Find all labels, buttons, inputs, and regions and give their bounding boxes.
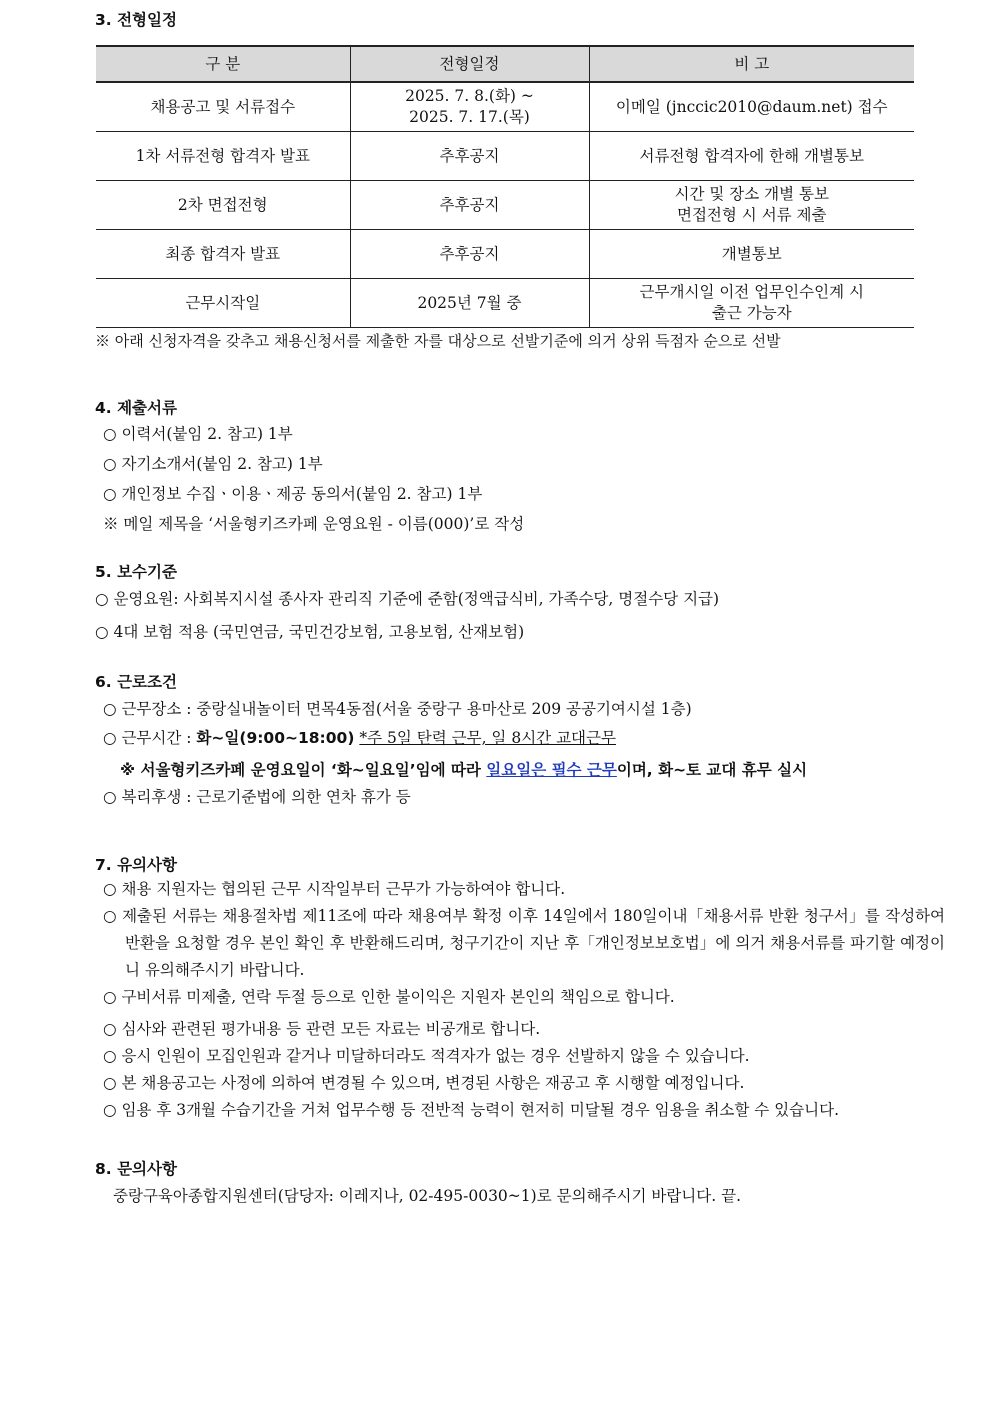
table-row: [96, 279, 914, 328]
list-item: ○ 제출된 서류는 채용절차법 제11조에 따라 채용여부 확정 이후 14일에서 180일이내「채용서류 반환 청구서」를 작성하여 반환을 요청할 경우 본인 확인 후 반환해드리며, 청구기간이 지난 후「개인정보보호법」에 의거 채용서류를 파기할 예정이니 유의해주시기 바랍니다.: [103, 907, 945, 979]
section8-title: 8. 문의사항: [95, 1160, 177, 1178]
table-cell: 이메일 (jnccic2010@daum.net) 접수: [589, 82, 914, 132]
work-hours-label: ○ 근무시간 :: [103, 729, 197, 747]
contact-info: 중랑구육아종합지원센터(담당자: 이레지나, 02-495-0030~1)로 문의해주시기 바랍니다. 끝.: [113, 1187, 742, 1205]
table-row: [96, 82, 914, 132]
table-cell: 시간 및 장소 개별 통보 면접전형 시 서류 제출: [589, 181, 914, 230]
table-row: [96, 230, 914, 279]
notice-emphasis: 일요일은 필수 근무: [486, 761, 617, 779]
table-cell: 추후공지: [350, 230, 589, 279]
list-item: ○ 응시 인원이 모집인원과 같거나 미달하더라도 적격자가 없는 경우 선발하지 않을 수 있습니다.: [103, 1047, 750, 1065]
header-remarks: 비 고: [589, 46, 914, 82]
schedule-table: [96, 45, 914, 328]
section7-title: 7. 유의사항: [95, 856, 177, 874]
list-item: ○ 채용 지원자는 협의된 근무 시작일부터 근무가 가능하여야 합니다.: [103, 880, 566, 898]
table-cell: 2차 면접전형: [96, 181, 350, 230]
email-subject-note: ※ 메일 제목을 ‘서울형키즈카페 운영요원 - 이름(000)’로 작성: [103, 515, 525, 533]
section3-title: 3. 전형일정: [95, 11, 177, 29]
list-item: ○ 자기소개서(붙임 2. 참고) 1부: [103, 455, 323, 473]
table-cell: 근무시작일: [96, 279, 350, 328]
list-item: ○ 운영요원: 사회복지시설 종사자 관리직 기준에 준함(정액급식비, 가족수당, 명절수당 지급): [95, 590, 720, 608]
table-cell: 채용공고 및 서류접수: [96, 82, 350, 132]
list-item: ○ 구비서류 미제출, 연락 두절 등으로 인한 불이익은 지원자 본인의 책임으로 합니다.: [103, 988, 675, 1006]
sunday-notice: [120, 759, 807, 781]
table-cell: 추후공지: [350, 181, 589, 230]
section4-title: 4. 제출서류: [95, 399, 177, 417]
header-category: 구 분: [96, 46, 350, 82]
table-cell: 1차 서류전형 합격자 발표: [96, 132, 350, 181]
list-item: ○ 개인정보 수집ㆍ이용ㆍ제공 동의서(붙임 2. 참고) 1부: [103, 485, 483, 503]
selection-note: ※ 아래 신청자격을 갖추고 채용신청서를 제출한 자를 대상으로 선발기준에 의거 상위 득점자 순으로 선발: [95, 332, 781, 350]
table-cell: 2025년 7월 중: [350, 279, 589, 328]
list-item: ○ 4대 보험 적용 (국민연금, 국민건강보험, 고용보험, 산재보험): [95, 623, 525, 641]
work-hours-value: 화~일(9:00~18:00): [196, 729, 355, 747]
work-place: ○ 근무장소 : 중랑실내놀이터 면목4동점(서울 중랑구 용마산로 209 공공기여시설 1층): [103, 700, 692, 718]
table-cell: 최종 합격자 발표: [96, 230, 350, 279]
table-row: [96, 181, 914, 230]
list-item: ○ 심사와 관련된 평가내용 등 관련 모든 자료는 비공개로 합니다.: [103, 1020, 541, 1038]
schedule-header-row: [96, 46, 914, 82]
table-cell: 추후공지: [350, 132, 589, 181]
list-item: ○ 이력서(붙임 2. 참고) 1부: [103, 425, 293, 443]
table-cell: 근무개시일 이전 업무인수인계 시 출근 가능자: [589, 279, 914, 328]
work-hours-note: *주 5일 탄력 근무, 일 8시간 교대근무: [359, 729, 616, 747]
section5-title: 5. 보수기준: [95, 563, 177, 581]
table-cell: 2025. 7. 8.(화) ~ 2025. 7. 17.(목): [350, 82, 589, 132]
header-schedule: 전형일정: [350, 46, 589, 82]
notice-text: ※ 서울형키즈카페 운영요일이 ‘화~일요일’임에 따라: [120, 761, 487, 779]
table-row: [96, 132, 914, 181]
list-item: ○ 임용 후 3개월 수습기간을 거쳐 업무수행 등 전반적 능력이 현저히 미달될 경우 임용을 취소할 수 있습니다.: [103, 1101, 840, 1119]
section6-title: 6. 근로조건: [95, 673, 177, 691]
work-hours: [103, 727, 616, 749]
welfare: ○ 복리후생 : 근로기준법에 의한 연차 휴가 등: [103, 788, 411, 806]
list-item: ○ 본 채용공고는 사정에 의하여 변경될 수 있으며, 변경된 사항은 재공고 후 시행할 예정입니다.: [103, 1074, 745, 1092]
notice-text: 이며, 화~토 교대 휴무 실시: [616, 761, 808, 779]
table-cell: 개별통보: [589, 230, 914, 279]
table-cell: 서류전형 합격자에 한해 개별통보: [589, 132, 914, 181]
